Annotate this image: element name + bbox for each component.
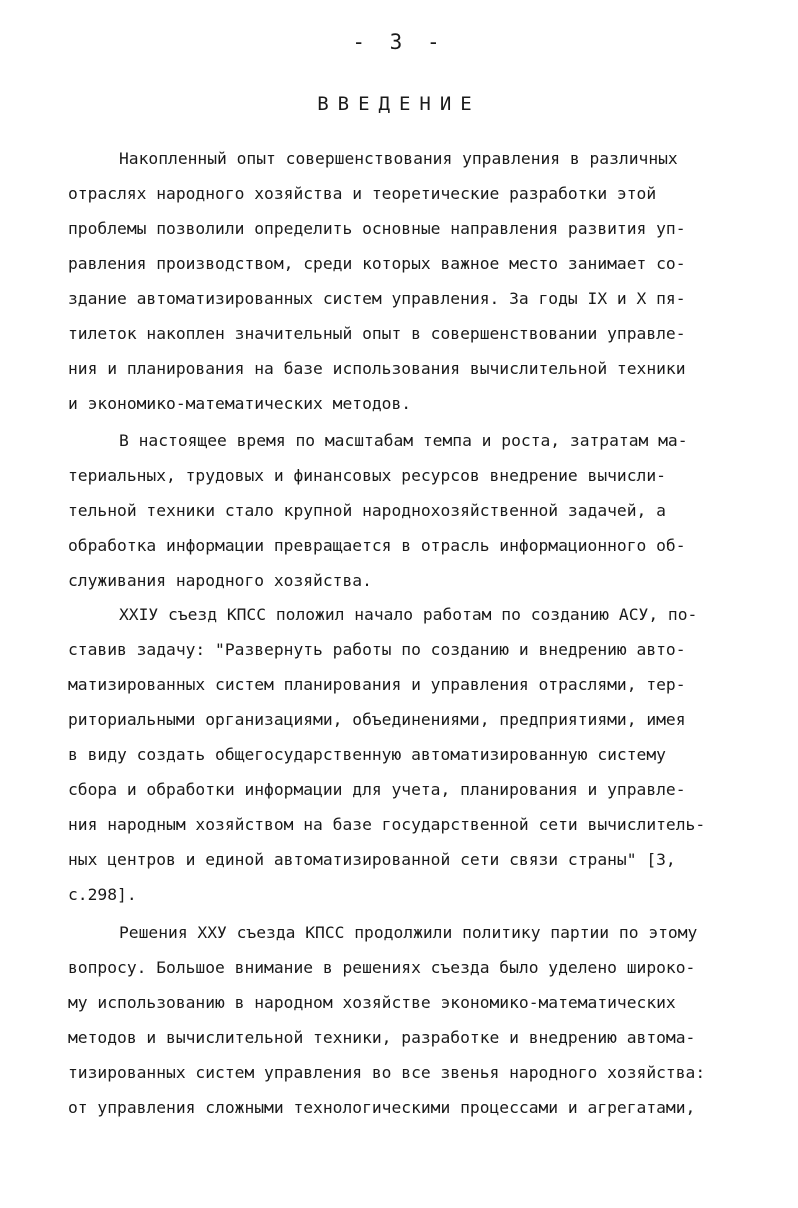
text-line: Накопленный опыт совершенствования управления в различных xyxy=(119,149,678,168)
text-line: териальных, трудовых и финансовых ресурсов внедрение вычисли- xyxy=(68,466,666,485)
text-line: ния и планирования на базе использования вычислительной техники xyxy=(68,359,686,378)
text-line: риториальными организациями, объединениями, предприятиями, имея xyxy=(68,710,686,729)
text-line: проблемы позволили определить основные направления развития уп- xyxy=(68,219,686,238)
text-line: тилеток накоплен значительный опыт в совершенствовании управле- xyxy=(68,324,686,343)
text-line: XXIУ съезд КПСС положил начало работам по созданию АСУ, по- xyxy=(119,605,698,624)
text-line: ных центров и единой автоматизированной сети связи страны" [3, xyxy=(68,850,676,869)
text-line: В настоящее время по масштабам темпа и роста, затратам ма- xyxy=(119,431,688,450)
text-line: в виду создать общегосударственную автоматизированную систему xyxy=(68,745,666,764)
page-title: ВВЕДЕНИЕ xyxy=(317,93,481,115)
text-line: матизированных систем планирования и управления отраслями, тер- xyxy=(68,675,686,694)
text-line: ставив задачу: "Развернуть работы по созданию и внедрению авто- xyxy=(68,640,686,659)
text-line: отраслях народного хозяйства и теоретические разработки этой xyxy=(68,184,657,203)
text-line: тизированных систем управления во все звенья народного хозяйства: xyxy=(68,1063,706,1082)
text-line: от управления сложными технологическими процессами и агрегатами, xyxy=(68,1098,696,1117)
text-line: тельной техники стало крупной народнохозяйственной задачей, а xyxy=(68,501,666,520)
text-line: сбора и обработки информации для учета, планирования и управле- xyxy=(68,780,686,799)
text-line: му использованию в народном хозяйстве экономико-математических xyxy=(68,993,676,1012)
text-line: здание автоматизированных систем управления. За годы IX и X пя- xyxy=(68,289,686,308)
text-line: методов и вычислительной техники, разработке и внедрению автома- xyxy=(68,1028,696,1047)
text-line: вопросу. Большое внимание в решениях съезда было уделено широко- xyxy=(68,958,696,977)
text-line: равления производством, среди которых важное место занимает со- xyxy=(68,254,686,273)
text-line: ния народным хозяйством на базе государственной сети вычислитель- xyxy=(68,815,706,834)
text-line: служивания народного хозяйства. xyxy=(68,571,372,590)
text-line: обработка информации превращается в отрасль информационного об- xyxy=(68,536,686,555)
text-line: Решения XXУ съезда КПСС продолжили политику партии по этому xyxy=(119,923,698,942)
page-number: - 3 - xyxy=(352,30,446,54)
text-line: с.298]. xyxy=(68,885,137,904)
text-line: и экономико-математических методов. xyxy=(68,394,412,413)
